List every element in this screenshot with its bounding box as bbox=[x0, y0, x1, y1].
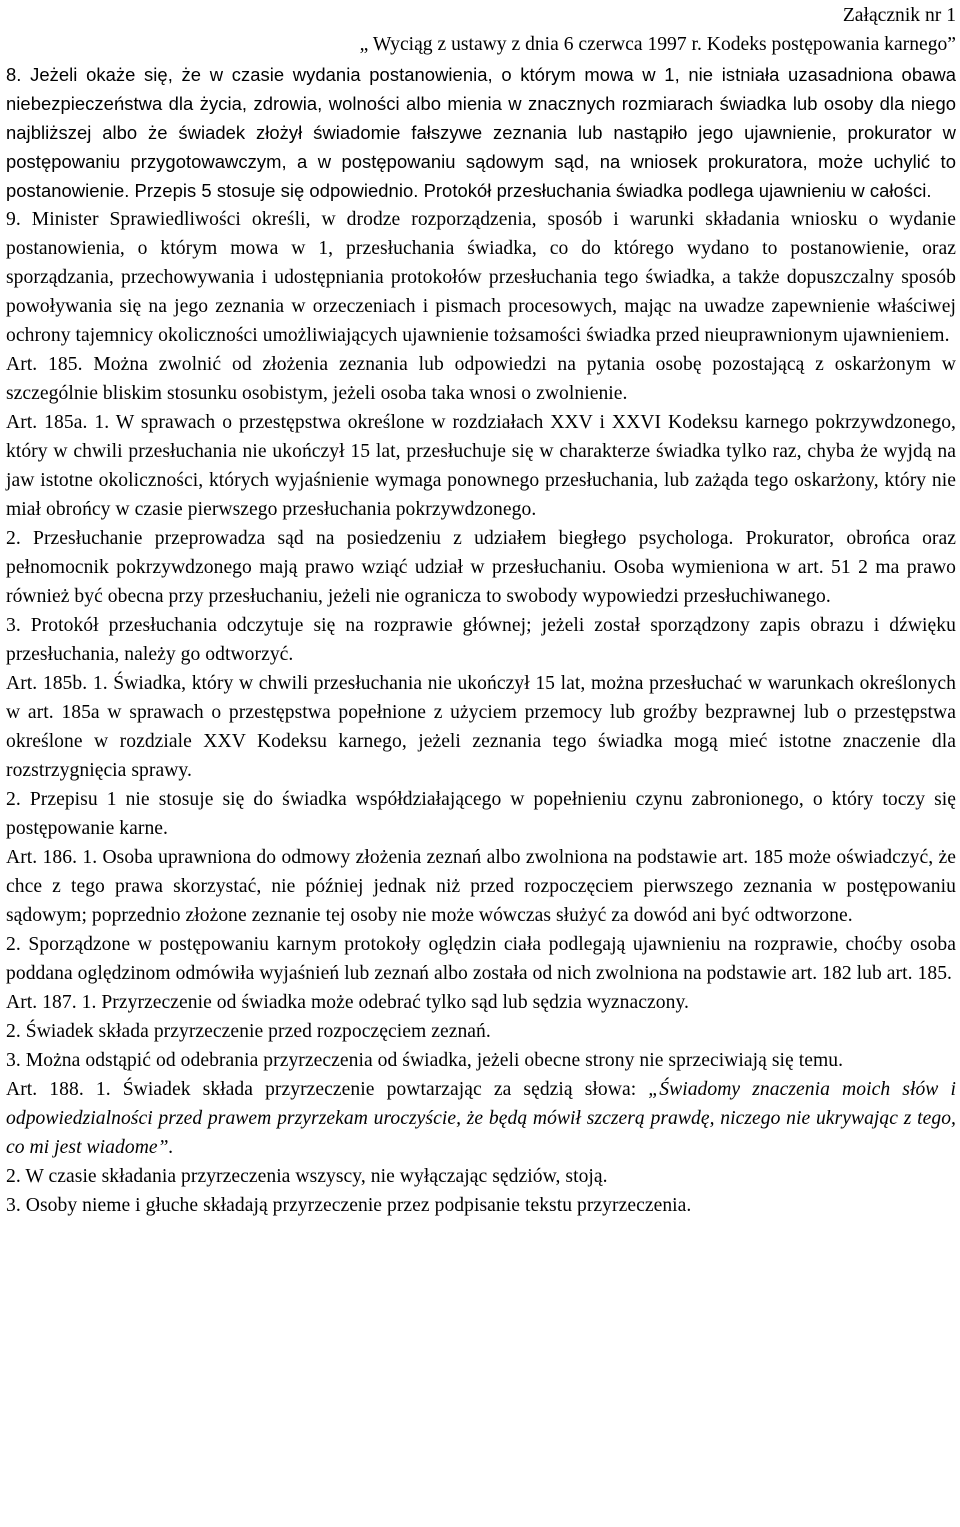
article-185a-par-3: 3. Protokół przesłuchania odczytuje się na rozprawie głównej; jeżeli został sporządzony zapis obrazu i dźwięku przesłuchania, należy go odtworzyć. bbox=[6, 615, 956, 665]
article-185: Art. 185. Można zwolnić od złożenia zeznania lub odpowiedzi na pytania osobę pozostającą z oskarżonym w szczególnie bliskim stosunku osobistym, jeżeli osoba taka wnosi o zwolnienie. bbox=[6, 354, 956, 404]
annex-label: Załącznik nr 1 bbox=[842, 5, 956, 26]
article-185b-par-1: Art. 185b. 1. Świadka, który w chwili przesłuchania nie ukończył 15 lat, można przesłuchać w warunkach określonych w art. 185a w sprawach o przestępstwa popełnione z użyciem przemocy lub groźby bezprawnej lub o przestępstwa określone w rozdziale XXV Kodeksu karnego, jeżeli zeznania tego świadka mogą mieć istotne znaczenie dla rozstrzygnięcia sprawy. bbox=[6, 673, 956, 781]
document-title: „ Wyciąg z ustawy z dnia 6 czerwca 1997 r. Kodeks postępowania karnego” bbox=[359, 34, 956, 55]
article-185a-par-2: 2. Przesłuchanie przeprowadza sąd na posiedzeniu z udziałem biegłego psychologa. Prokurator, obrońca oraz pełnomocnik pokrzywdzonego mają prawo wziąć udział w przesłuchaniu. Osoba wymieniona w art. 51 2 ma prawo również być obecna przy przesłuchaniu, jeżeli nie ogranicza to swobody wypowiedzi przesłuchiwanego. bbox=[6, 528, 956, 607]
oath-text: „Świadomy znaczenia moich słów i odpowiedzialności przed prawem przyrzekam uroczyście, że będą mówił szczerą prawdę, niczego nie ukrywając z tego, co mi jest wiadome”. bbox=[6, 1079, 956, 1158]
article-186-par-1: Art. 186. 1. Osoba uprawniona do odmowy złożenia zeznań albo zwolniona na podstawie art. 185 może oświadczyć, że chce z tego prawa skorzystać, nie później jednak niż przed rozpoczęciem pierwszego zeznania w postępowaniu sądowym; poprzednio złożone zeznanie tej osoby nie może wówczas służyć za dowód ani być odtworzone. bbox=[6, 847, 956, 926]
article-188-par-3: 3. Osoby nieme i głuche składają przyrzeczenie przez podpisanie tekstu przyrzeczenia. bbox=[6, 1195, 692, 1216]
article-186-par-2: 2. Sporządzone w postępowaniu karnym protokoły oględzin ciała podlegają ujawnieniu na rozprawie, choćby osoba poddana oględzinom odmówiła wyjaśnień lub zeznań albo została od nich zwolniona na podstawie art. 182 lub art. 185. bbox=[6, 934, 956, 984]
article-185b-par-2: 2. Przepisu 1 nie stosuje się do świadka współdziałającego w popełnieniu czynu zabronionego, o który toczy się postępowanie karne. bbox=[6, 789, 956, 839]
article-187-par-1: Art. 187. 1. Przyrzeczenie od świadka może odebrać tylko sąd lub sędzia wyznaczony. bbox=[6, 992, 689, 1013]
article-187-par-2: 2. Świadek składa przyrzeczenie przed rozpoczęciem zeznań. bbox=[6, 1021, 491, 1042]
paragraph-8: 8. Jeżeli okaże się, że w czasie wydania postanowienia, o którym mowa w 1, nie istniała uzasadniona obawa niebezpieczeństwa dla życia, zdrowia, wolności albo mienia w znacznych rozmiarach świadka lub osoby dla niego najbliższej albo że świadek złożył świadomie fałszywe zeznania lub nastąpiło jego ujawnienie, prokurator w postępowaniu przygotowawczym, a w postępowaniu sądowym sąd, na wniosek prokuratora, może uchylić to postanowienie. Przepis 5 stosuje się odpowiednio. Protokół przesłuchania świadka podlega ujawnieniu w całości. bbox=[6, 64, 956, 201]
document-body bbox=[6, 60, 956, 1220]
article-188-par-1 bbox=[6, 1075, 956, 1162]
paragraph-9: 9. Minister Sprawiedliwości określi, w drodze rozporządzenia, sposób i warunki składania wniosku o wydanie postanowienia, o którym mowa w 1, przesłuchania świadka, co do którego wydano to postanowienie, oraz sporządzania, przechowywania i udostępniania protokołów przesłuchania tego świadka, a także dopuszczalny sposób powoływania się na jego zeznania w orzeczeniach i pismach procesowych, mając na uwadze zapewnienie właściwej ochrony tajemnicy okoliczności umożliwiających ujawnienie tożsamości świadka przed nieuprawnionym ujawnieniem. bbox=[6, 209, 956, 346]
article-188-intro: Art. 188. 1. Świadek składa przyrzeczenie powtarzając za sędzią słowa: bbox=[6, 1079, 649, 1100]
article-185a-par-1: Art. 185a. 1. W sprawach o przestępstwa określone w rozdziałach XXV i XXVI Kodeksu karnego pokrzywdzonego, który w chwili przesłuchania nie ukończył 15 lat, przesłuchuje się w charakterze świadka tylko raz, chyba że wyjdą na jaw istotne okoliczności, których wyjaśnienie wymaga ponownego przesłuchania, lub zażąda tego oskarżony, który nie miał obrońcy w czasie pierwszego przesłuchania pokrzywdzonego. bbox=[6, 412, 956, 520]
document-page bbox=[6, 0, 956, 1220]
article-187-par-3: 3. Można odstąpić od odebrania przyrzeczenia od świadka, jeżeli obecne strony nie sprzeciwiają się temu. bbox=[6, 1050, 844, 1071]
article-188-par-2: 2. W czasie składania przyrzeczenia wszyscy, nie wyłączając sędziów, stoją. bbox=[6, 1166, 608, 1187]
